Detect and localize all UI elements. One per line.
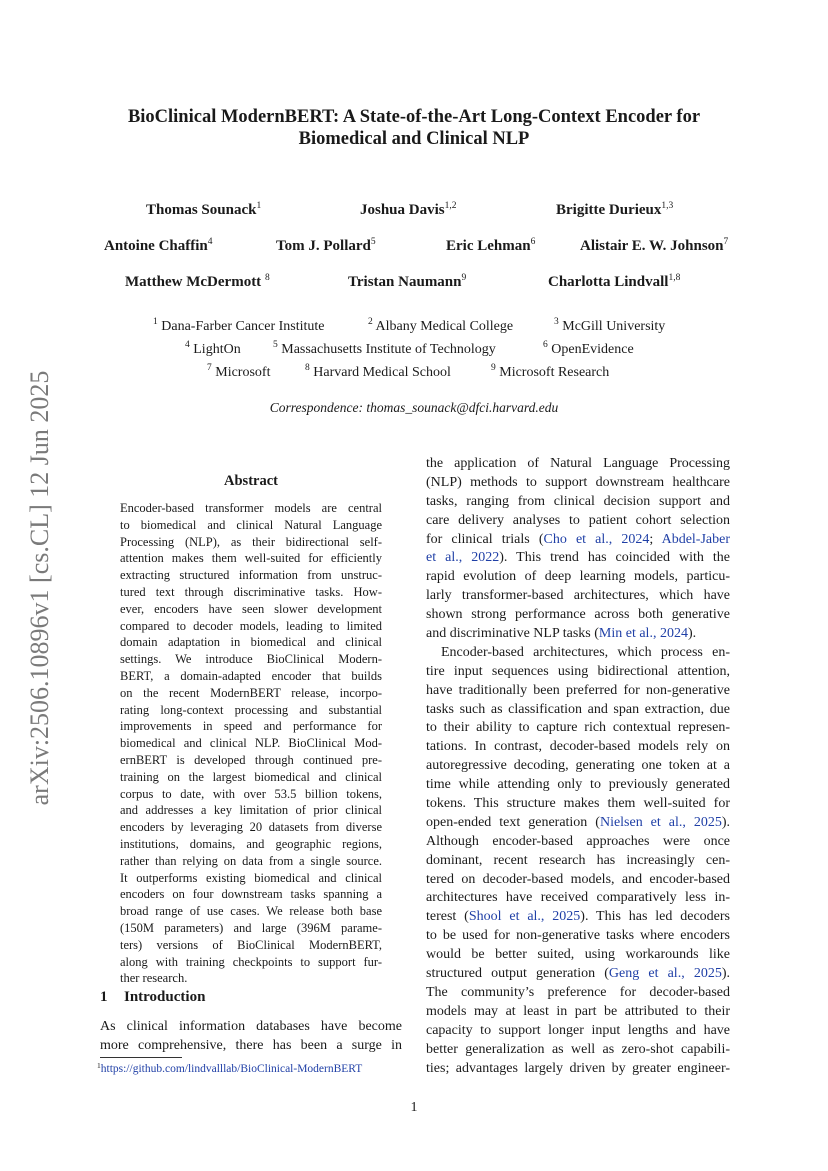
- text-line: would be better suited, using workarounds like: [426, 947, 730, 963]
- affiliation-3: $^3$ McGill University: [554, 317, 666, 334]
- affiliation-4: $^4$ LightOn: [185, 340, 241, 357]
- text-line: for clinical trials (Cho et al., 2024; Abdel-Jaber: [426, 531, 730, 547]
- author-chaffin: Antoine Chaffin$^4$: [104, 237, 213, 254]
- abstract-line: to biomedical and clinical Natural Language: [120, 517, 382, 532]
- text-line: autoregressive decoding, generating one token at a: [426, 758, 730, 774]
- abstract-line: ther research.: [120, 971, 188, 986]
- footnote-rule: [100, 1057, 182, 1058]
- section-number: 1: [100, 989, 108, 1005]
- text-line: Although encoder-based approaches were once: [426, 833, 730, 849]
- abstract-line: extracting structured information from unstruc-: [120, 568, 382, 583]
- author-johnson: Alistair E. W. Johnson$^7$: [580, 237, 729, 254]
- text-line: The community’s preference for decoder-based: [426, 984, 730, 1000]
- correspondence: Correspondence: thomas_sounack@dfci.harvard.edu: [269, 400, 559, 415]
- text-line: tokens. This structure makes them well-suited for: [426, 796, 730, 812]
- citation-link[interactable]: Abdel-Jaber: [661, 531, 730, 547]
- abstract-line: broad range of use cases. We release both base: [120, 904, 382, 919]
- author-pollard: Tom J. Pollard$^5$: [276, 237, 376, 254]
- abstract-line: corpus to date, with over 53.5 billion tokens,: [120, 786, 382, 801]
- text-line: rapid evolution of deep learning models, particu-: [426, 569, 730, 585]
- affiliation-1: $^1$ Dana-Farber Cancer Institute: [153, 317, 325, 334]
- intro-line: As clinical information databases have become: [100, 1019, 402, 1034]
- text-line: et al., 2022). This trend has coincided with the: [426, 550, 730, 566]
- citation-link[interactable]: Geng et al., 2025: [608, 966, 722, 982]
- citation-link[interactable]: Nielsen et al., 2025: [599, 814, 722, 830]
- text-line: to be used for non-generative tasks where encoders: [426, 928, 730, 944]
- abstract-line: tured text through discriminative tasks. How-: [120, 584, 382, 599]
- abstract-line: Processing (NLP), as their bidirectional self-: [120, 534, 382, 549]
- abstract-line: rather than relying on data from a single source.: [120, 853, 382, 868]
- text-line: tasks, ranging from clinical decision support and: [426, 493, 730, 509]
- abstract-line: biomedical and clinical NLP. BioClinical Mod-: [120, 736, 382, 751]
- footnote-marker: 1: [97, 1061, 101, 1070]
- abstract-line: ters) versions of BioClinical ModernBERT,: [120, 937, 382, 952]
- text-line: Encoder-based architectures, which process en-: [441, 644, 730, 660]
- text-line: to their ability to capture rich contextual represen-: [426, 720, 730, 736]
- text-line: models may at least in part be attributed to their: [426, 1003, 730, 1019]
- text-line: tered on decoder-based models, and encoder-based: [426, 871, 730, 887]
- affiliation-5: $^5$ Massachusetts Institute of Technology: [273, 340, 496, 357]
- abstract-line: rating long-context processing and substantial: [120, 702, 382, 717]
- abstract-line: Encoder-based transformer models are central: [120, 501, 382, 515]
- paper-title: [60, 106, 768, 150]
- author-lindvall: Charlotta Lindvall$^{1,8}$: [548, 273, 681, 290]
- page-number: 1: [410, 1100, 418, 1115]
- arxiv-identifier: arXiv:2506.10896v1 [cs.CL] 12 Jun 2025: [25, 370, 54, 806]
- abstract-line: on the recent ModernBERT release, incorpo-: [120, 685, 382, 700]
- text-line: the application of Natural Language Processing: [426, 456, 730, 471]
- affiliation-7: $^7$ Microsoft: [207, 363, 271, 380]
- text-line: architectures have received comparatively less in-: [426, 890, 730, 906]
- affiliation-6: $^6$ OpenEvidence: [543, 340, 634, 357]
- text-line: tations. In contrast, decoder-based models rely on: [426, 739, 730, 755]
- citation-link[interactable]: Cho et al., 2024: [543, 531, 650, 547]
- abstract-line: attention makes them well-suited for efficiently: [120, 551, 382, 566]
- abstract-body: [120, 500, 382, 987]
- citation-link[interactable]: Shool et al., 2025: [468, 909, 581, 925]
- citation-link[interactable]: et al., 2022: [426, 550, 500, 566]
- text-line: time while attending only to previously generated: [426, 777, 730, 793]
- abstract-heading: Abstract: [224, 473, 278, 489]
- abstract-line: institutions, domains, and geographic regions,: [120, 836, 382, 851]
- citation-link[interactable]: Min et al., 2024: [598, 626, 688, 642]
- section-title: Introduction: [124, 989, 206, 1005]
- github-link[interactable]: https://github.com/lindvalllab/BioClinical-ModernBERT: [100, 1063, 363, 1075]
- abstract-line: improvements in speed and performance for: [120, 719, 382, 734]
- abstract-line: ever, encoders have seen slower development: [120, 601, 382, 616]
- text-line: larly transformer-based architectures, which have: [426, 588, 730, 604]
- author-sounack: Thomas Sounack$^1$: [146, 201, 262, 218]
- title-line-2: Biomedical and Clinical NLP: [298, 129, 530, 149]
- text-line: tasks such as classification and span extraction, due: [426, 701, 730, 717]
- text-line: ties; advantages largely driven by greater engineer-: [426, 1060, 730, 1076]
- author-naumann: Tristan Naumann$^9$: [348, 273, 467, 290]
- introduction-body: [100, 1017, 402, 1055]
- affiliation-9: $^9$ Microsoft Research: [491, 363, 610, 380]
- intro-line: more comprehensive, there has been a surge in: [100, 1038, 402, 1053]
- text-line: tire input sequences using bidirectional attention,: [426, 663, 730, 679]
- author-mcdermott: Matthew McDermott $^8$: [125, 273, 270, 290]
- introduction-heading: [100, 989, 205, 1006]
- abstract-line: It outperforms existing biomedical and clinical: [120, 870, 382, 885]
- abstract-line: domain adaptation in biomedical and clinical: [120, 635, 382, 650]
- abstract-line: (150M parameters) and large (396M parame-: [120, 920, 382, 935]
- affiliation-8: $^8$ Harvard Medical School: [305, 363, 451, 380]
- text-line: dominant, recent research has increasingly cen-: [426, 852, 730, 868]
- text-line: and discriminative NLP tasks (Min et al., 2024).: [426, 626, 697, 642]
- abstract-line: and addresses a key limitation of prior clinical: [120, 803, 382, 818]
- abstract-line: encoders by leveraging 20 datasets from diverse: [120, 820, 382, 835]
- text-line: open-ended text generation (Nielsen et al., 2025).: [426, 814, 730, 830]
- abstract-line: training on the largest biomedical and clinical: [120, 769, 382, 784]
- right-column-body: [426, 455, 730, 1078]
- affiliation-2: $^2$ Albany Medical College: [368, 317, 514, 334]
- footnote: [97, 1061, 362, 1075]
- text-line: shown strong performance across both generative: [426, 607, 730, 623]
- abstract-line: compared to decoder models, leading to limited: [120, 618, 382, 633]
- title-line-1: BioClinical ModernBERT: A State-of-the-Art Long-Context Encoder for: [127, 107, 701, 127]
- abstract-line: settings. We introduce BioClinical Modern-: [120, 652, 382, 667]
- text-line: better generalization as well as zero-shot capabili-: [426, 1041, 730, 1057]
- author-lehman: Eric Lehman$^6$: [446, 237, 536, 254]
- abstract-line: BERT, a domain-adapted encoder that builds: [120, 668, 382, 683]
- abstract-line: along with training checkpoints to support fur-: [120, 954, 382, 969]
- text-line: structured output generation (Geng et al., 2025).: [426, 966, 730, 982]
- author-davis: Joshua Davis$^{1,2}$: [360, 201, 457, 218]
- author-durieux: Brigitte Durieux$^{1,3}$: [556, 201, 674, 218]
- text-line: capacity to support longer input lengths and have: [426, 1022, 730, 1038]
- text-line: terest (Shool et al., 2025). This has led decoders: [426, 909, 730, 925]
- text-line: care delivery analyses to patient cohort selection: [426, 512, 730, 528]
- text-line: (NLP) methods to support downstream healthcare: [426, 474, 730, 490]
- text-line: have traditionally been preferred for non-generative: [426, 682, 730, 698]
- abstract-line: ernBERT is developed through continued pre-: [120, 752, 382, 767]
- abstract-line: encoders on four downstream tasks spanning a: [120, 887, 382, 902]
